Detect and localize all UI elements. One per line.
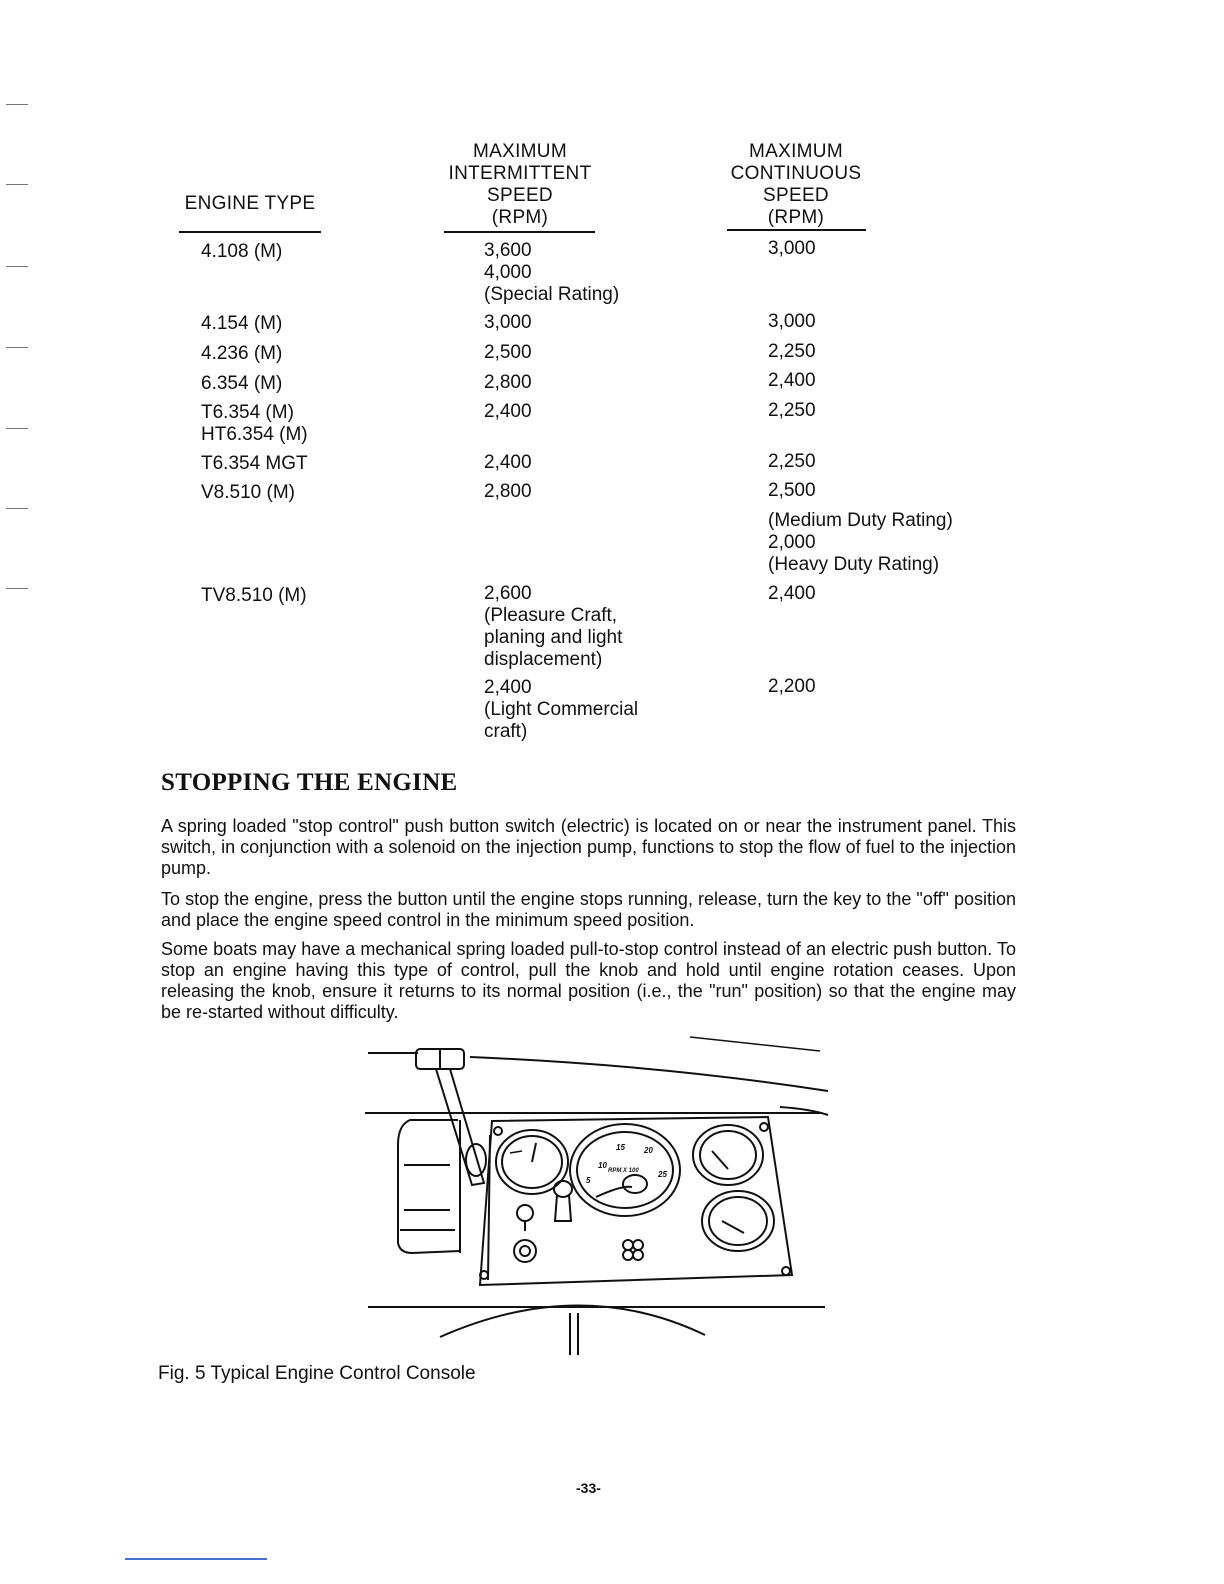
paragraph: To stop the engine, press the button until the engine stops running, release, turn the key to the "off" position and place the engine speed control in the minimum speed position. [161, 889, 1016, 930]
tach-label: 20 [644, 1146, 653, 1155]
table-cell-engine: 6.354 (M) [201, 373, 283, 394]
table-cell-engine: TV8.510 (M) [201, 585, 307, 606]
header-engine-type: ENGINE TYPE [184, 193, 316, 214]
paragraph: Some boats may have a mechanical spring loaded pull-to-stop control instead of an electric push button. To stop an engine having this type of control, pull the knob and hold until engine rotation ceases. Upon releasing the knob, ensure it returns to its normal position (i.e., the "run" position) so that the engine may be re-started without difficulty. [161, 939, 1016, 1022]
table-cell-intermittent: 3,600 4,000 (Special Rating) [484, 240, 620, 305]
margin-mark [6, 428, 28, 429]
header-underline [444, 231, 595, 233]
header-continuous-speed: MAXIMUM CONTINUOUS SPEED (RPM) [730, 141, 862, 228]
table-cell-engine: T6.354 (M) HT6.354 (M) [201, 402, 308, 445]
header-intermittent-speed: MAXIMUM INTERMITTENT SPEED (RPM) [448, 141, 592, 228]
margin-mark [6, 508, 28, 509]
table-cell-continuous: 2,250 [768, 341, 816, 362]
table-cell-continuous: 2,400 [768, 583, 816, 604]
table-cell-intermittent: 2,800 [484, 372, 532, 393]
table-cell-intermittent: 2,400 (Light Commercial craft) [484, 677, 639, 742]
table-cell-intermittent: 2,600 (Pleasure Craft, planing and light displacement) [484, 583, 623, 670]
tach-label: 25 [658, 1170, 667, 1179]
figure-caption: Fig. 5 Typical Engine Control Console [158, 1363, 476, 1384]
tach-label: 10 [598, 1161, 607, 1170]
table-cell-continuous: 3,000 [768, 311, 816, 332]
table-cell-intermittent: 2,800 [484, 481, 532, 502]
table-cell-engine: T6.354 MGT [201, 453, 308, 474]
table-cell-continuous: 2,500 (Medium Duty Rating) 2,000 (Heavy Duty Rating) [768, 480, 953, 575]
tach-label: RPM X 100 [608, 1168, 639, 1174]
table-cell-continuous: 2,200 [768, 676, 816, 697]
table-cell-continuous: 2,250 [768, 451, 816, 472]
margin-mark [6, 266, 28, 267]
bottom-rule [125, 1558, 267, 1560]
header-underline [727, 229, 866, 231]
table-cell-engine: 4.154 (M) [201, 313, 283, 334]
margin-mark [6, 104, 28, 105]
table-cell-continuous: 2,400 [768, 370, 816, 391]
margin-mark [6, 347, 28, 348]
table-cell-continuous: 2,250 [768, 400, 816, 421]
tach-label: 15 [616, 1143, 625, 1152]
table-cell-intermittent: 2,500 [484, 342, 532, 363]
table-cell-engine: V8.510 (M) [201, 482, 295, 503]
table-cell-intermittent: 2,400 [484, 401, 532, 422]
table-cell-continuous: 3,000 [768, 238, 816, 259]
paragraph: A spring loaded "stop control" push button switch (electric) is located on or near the instrument panel. This switch, in conjunction with a solenoid on the injection pump, functions to stop the flow of fuel to the injection pump. [161, 816, 1016, 878]
table-cell-intermittent: 2,400 [484, 452, 532, 473]
tach-label: 5 [586, 1176, 591, 1185]
page-number: -33- [576, 1480, 601, 1496]
margin-mark [6, 184, 28, 185]
section-heading: STOPPING THE ENGINE [161, 769, 458, 796]
margin-mark [6, 588, 28, 589]
engine-control-console-figure [360, 1035, 835, 1365]
table-cell-engine: 4.108 (M) [201, 241, 283, 262]
table-cell-engine: 4.236 (M) [201, 343, 283, 364]
table-cell-intermittent: 3,000 [484, 312, 532, 333]
header-underline [179, 231, 321, 233]
